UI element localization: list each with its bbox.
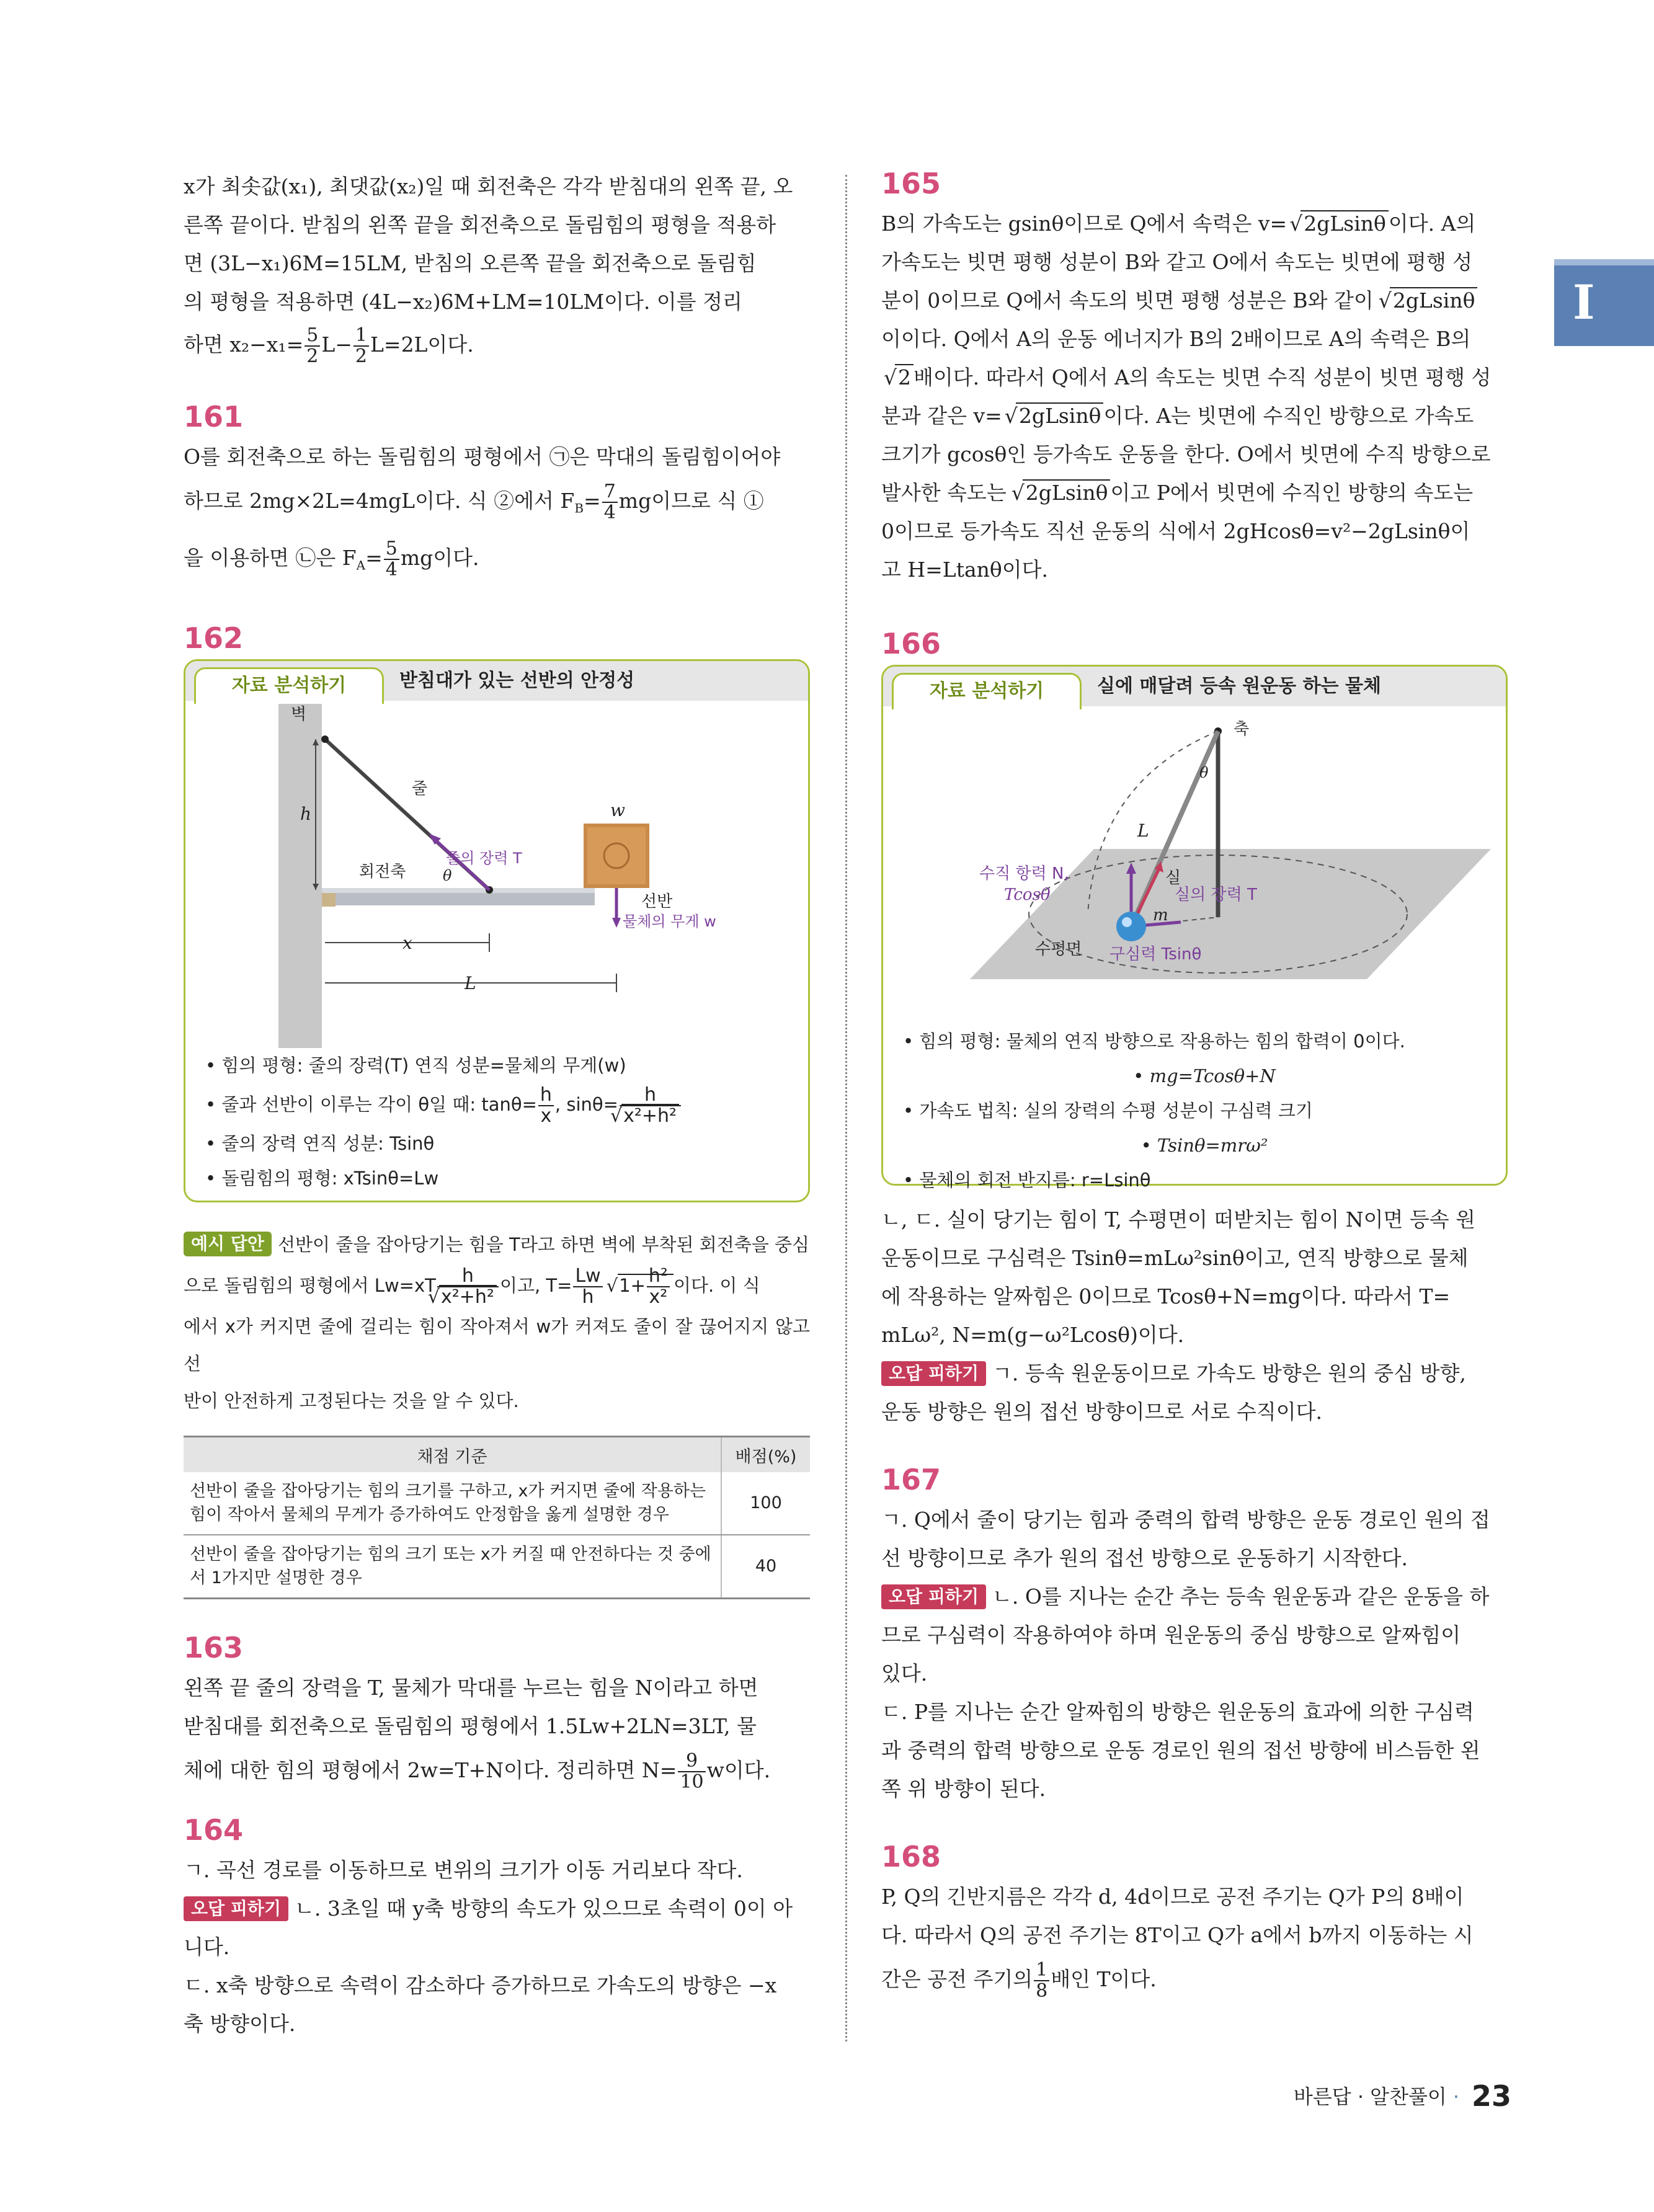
analysis-tab: 자료 분석하기 bbox=[194, 667, 384, 704]
question-162 bbox=[184, 622, 810, 1599]
question-161: 161 O를 회전축으로 하는 돌림힘의 평형에서 ㉠은 막대의 돌림힘이어야 하므로 2mg×2L=4mgL이다. 식 ②에서 $F_B=$ $\frac{7}{4}$ mg이므로 식 ① 을 이용하면 ㉡은 $F_A=$ $\frac{5}{4}$ mg이다. bbox=[184, 401, 810, 590]
fraction: $\frac{1}{2}$ bbox=[353, 326, 369, 366]
fraction: $\frac{1}{8}$ bbox=[1034, 1960, 1049, 2001]
w-label: w bbox=[610, 800, 625, 821]
analysis-title: 실에 매달려 등속 원운동 하는 물체 bbox=[1097, 675, 1381, 697]
footer-label: 바른답 · 알찬풀이 bbox=[1293, 2085, 1447, 2108]
tension-label: 줄의 장력 T bbox=[446, 850, 522, 868]
question-number: 168 bbox=[881, 1840, 941, 1873]
wrong-answer-badge: 오답 피하기 bbox=[881, 1584, 986, 1609]
analysis-box bbox=[881, 665, 1508, 1191]
string-label: 실 bbox=[1165, 869, 1181, 887]
theta-label: θ bbox=[1199, 764, 1209, 781]
wrong-answer-badge: 오답 피하기 bbox=[184, 1896, 288, 1921]
question-number: 164 bbox=[184, 1813, 244, 1847]
question-167: 167 ㄱ. Q에서 줄이 당기는 힘과 중력의 합력 방향은 운동 경로인 원의 접 선 방향이므로 추가 원의 접선 방향으로 운동하기 시작한다. 오답 피하기 ㄴ. O를 지나는 순간 추는 등속 원운동과 같은 운동을 하 므로 구심력이 작용하여야 하며 원운동의 중심 방향으로 알짜힘이 있다. ㄷ. P를 지나는 순간 알짜힘의 방향은 원운동의 효과에 의한 구심력 과 중력의 합력 방향으로 운동 경로인 원의 접선 방향에 비스듬한 왼 쪽 위 방향이 된다. bbox=[881, 1464, 1508, 1808]
mass-label: m bbox=[1153, 906, 1168, 925]
weight-label: 물체의 무게 w bbox=[623, 913, 716, 931]
fraction: $\frac{7}{4}$ bbox=[602, 482, 618, 523]
grading-table bbox=[184, 1436, 810, 1599]
analysis-points: • 힘의 평형: 줄의 장력(T) 연직 성분=물체의 무게(w) • 줄과 선반이 이루는 각이 θ일 때: tanθ= $\frac{h}{x}$ , sinθ= h √ x²+h² • 줄의 장력 연직 성분: Tsinθ • 돌림힘의 평형: xTsinθ=Lw bbox=[185, 1048, 808, 1208]
fraction: $\frac{5}{2}$ bbox=[305, 326, 320, 366]
chapter-tab-line bbox=[1554, 259, 1654, 265]
question-number: 163 bbox=[184, 1631, 244, 1665]
fraction: $\frac{9}{10}$ bbox=[678, 1751, 705, 1792]
grading-points-header: 배점(%) bbox=[721, 1437, 810, 1473]
question-number: 162 bbox=[184, 621, 244, 655]
L-label: L bbox=[1137, 820, 1149, 841]
normal-force-label-1: 수직 항력 N, bbox=[979, 864, 1069, 883]
plane-label: 수평면 bbox=[1035, 940, 1082, 959]
shelf-diagram bbox=[185, 701, 808, 1048]
table-row: 선반이 줄을 잡아당기는 힘의 크기 또는 x가 커질 때 안전하다는 것 중에서 1가지만 설명한 경우 40 bbox=[184, 1535, 810, 1599]
question-168: 168 P, Q의 긴반지름은 각각 d, 4d이므로 공전 주기는 Q가 P의 8배이 다. 따라서 Q의 공전 주기는 8T이고 Q가 a에서 b까지 이동하는 시 간은 공전 주기의 $\frac{1}{8}$ 배인 T이다. bbox=[881, 1841, 1508, 2004]
analysis-title: 받침대가 있는 선반의 안정성 bbox=[399, 670, 635, 692]
tension-label: 실의 장력 T bbox=[1175, 886, 1257, 904]
column-divider bbox=[845, 175, 847, 2041]
x-label: x bbox=[402, 933, 412, 954]
L-label: L bbox=[465, 973, 476, 994]
question-number: 165 bbox=[881, 167, 941, 200]
fraction: $\frac{5}{4}$ bbox=[384, 539, 399, 580]
question-number: 166 bbox=[881, 627, 941, 660]
question-165: 165 B의 가속도는 gsinθ이므로 Q에서 속력은 v=√ 2gLsinθ 이다. A의 가속도는 빗면 평행 성분이 B와 같고 O에서 속도는 빗면에 평행 성 분이 0이므로 Q에서 속도의 빗면 평행 성분은 B와 같이√ 2gLsinθ 이이다. Q에서 A의 운동 에너지가 B의 2배이므로 A의 속력은 B의 √ 2 배이다. 따라서 Q에서 A의 속도는 빗면 수직 성분이 빗면 평행 성 분과 같은 v=√ 2gLsinθ 이다. A는 빗면에 수직인 방향으로 가속도 크기가 gcosθ인 등가속도 운동을 한다. O에서 빗면에 수직 방향으로 발사한 속도는√ 2gLsinθ 이고 P에서 빗면에 수직인 방향의 속도는 0이므로 등가속도 직선 운동의 식에서 2gHcosθ=v²−2gLsinθ이 고 H=Ltanθ이다. bbox=[881, 167, 1508, 589]
h-label: h bbox=[300, 804, 312, 825]
wrong-answer-badge: 오답 피하기 bbox=[881, 1361, 986, 1386]
answer-continuation: x가 최솟값(x₁), 최댓값(x₂)일 때 회전축은 각각 받침대의 왼쪽 끝, 오 른쪽 끝이다. 받침의 왼쪽 끝을 회전축으로 돌림힘의 평형을 적용하 면 (3L−x₁)6M=15LM, 받침의 오른쪽 끝을 회전축으로 돌림힘 의 평형을 적용하면 (4L−x₂)6M+LM=10LM이다. 이를 정리 하면 x₂−x₁= $\frac{5}{2}$ L− $\frac{1}{2}$ L=2L이다. bbox=[184, 174, 793, 367]
fraction: h √ x²+h² bbox=[437, 1266, 499, 1307]
analysis-box bbox=[184, 659, 810, 1202]
fraction: $\frac{Lw}{h}$ bbox=[573, 1266, 602, 1307]
centripetal-label: 구심력 Tsinθ bbox=[1109, 945, 1202, 964]
fraction: $\frac{\text{h²}}{\text{x²}}$ bbox=[647, 1266, 670, 1307]
question-163: 163 왼쪽 끝 줄의 장력을 T, 물체가 막대를 누르는 힘을 N이라고 하면 받침대를 회전축으로 돌림힘의 평형에서 1.5Lw+2LN=3LT, 물 체에 대한 힘의 평형에서 2w=T+N이다. 정리하면 N= $\frac{9}{10}$ w이다. bbox=[184, 1632, 810, 1795]
question-166: 166 자료 분석하기 실에 매달려 등속 원운동 하는 물체 축 θ L 실 수직 항력 N, Tcosθ 실의 장력 T m 수평면 구심력 Tsinθ • 힘의 평형: 물체의 연직 방향으로 작용하는 힘의 합력이 0이다. • mg=Tcosθ+N • 가속도 법칙: 실의 장력의 수평 성분이 구심력 크기 • Tsinθ=mrω² • 물체의 회전 반지름: r=Lsinθ ㄴ, ㄷ. 실이 당기는 힘이 T, 수평면이 떠받치는 힘이 N이면 등속 원 운동이므로 구심력은 Tsinθ=mLω²sinθ이고, 연직 방향으로 물체 에 작용하는 알짜힘은 0이므로 Tcosθ+N=mg이다. 따라서 T= mLω², N=m(g−ω²Lcosθ)이다. 오답 피하기 ㄱ. 등속 원운동이므로 가속도 방향은 원의 중심 방향, 운동 방향은 원의 접선 방향이므로 서로 수직이다. bbox=[881, 628, 1508, 1431]
shelf-label: 선반 bbox=[641, 892, 673, 912]
theta-label: θ bbox=[443, 867, 452, 885]
pivot-label: 회전축 bbox=[359, 863, 406, 882]
analysis-tab: 자료 분석하기 bbox=[892, 673, 1082, 709]
left-column bbox=[184, 167, 810, 2043]
question-number: 167 bbox=[881, 1463, 941, 1496]
analysis-points: • 힘의 평형: 물체의 연직 방향으로 작용하는 힘의 합력이 0이다. • mg=Tcosθ+N • 가속도 법칙: 실의 장력의 수평 성분이 구심력 크기 • Tsinθ=mrω² • 물체의 회전 반지름: r=Lsinθ bbox=[883, 1024, 1506, 1210]
right-column bbox=[881, 167, 1508, 2004]
grading-criteria-header: 채점 기준 bbox=[184, 1437, 721, 1473]
page-footer: 바른답 · 알찬풀이 · 23 bbox=[1293, 2079, 1511, 2113]
wall-label: 벽 bbox=[291, 705, 307, 724]
axis-label: 축 bbox=[1234, 720, 1250, 739]
table-row: 선반이 줄을 잡아당기는 힘의 크기를 구하고, x가 커지면 줄에 작용하는 힘이 작아서 물체의 무게가 증가하여도 안정함을 옳게 설명한 경우 100 bbox=[184, 1472, 810, 1535]
page-number: 23 bbox=[1471, 2079, 1511, 2113]
sample-answer: 예시 답안 선반이 줄을 잡아당기는 힘을 T라고 하면 벽에 부착된 회전축을 중심 으로 돌림힘의 평형에서 Lw=xT h √ x²+h² 이고, T= $\frac{Lw}{h}$ √ 1+ $\frac{\text{h²}}{\text{x²}}$ 이다. 이 식 에서 x가 커지면 줄에 걸리는 힘이 작아져서 w가 커져도 줄이 잘 끊어지지 않고 선 반이 안전하게 고정된다는 것을 알 수 있다. bbox=[184, 1226, 810, 1419]
question-164: 164 ㄱ. 곡선 경로를 이동하므로 변위의 크기가 이동 거리보다 작다. 오답 피하기 ㄴ. 3초일 때 y축 방향의 속도가 있으므로 속력이 0이 아 니다. ㄷ. x축 방향으로 속력이 감소하다 증가하므로 가속도의 방향은 −x 축 방향이다. bbox=[184, 1814, 810, 2043]
sample-answer-badge: 예시 답안 bbox=[184, 1232, 272, 1256]
fraction: h √ x²+h² bbox=[620, 1085, 681, 1126]
fraction: $\frac{h}{x}$ bbox=[538, 1085, 554, 1126]
rope-label: 줄 bbox=[412, 780, 428, 799]
normal-force-label-2: Tcosθ bbox=[1004, 886, 1051, 904]
chapter-tab[interactable]: I bbox=[1554, 259, 1654, 346]
question-number: 161 bbox=[184, 400, 244, 433]
circular-motion-diagram bbox=[883, 706, 1506, 1029]
